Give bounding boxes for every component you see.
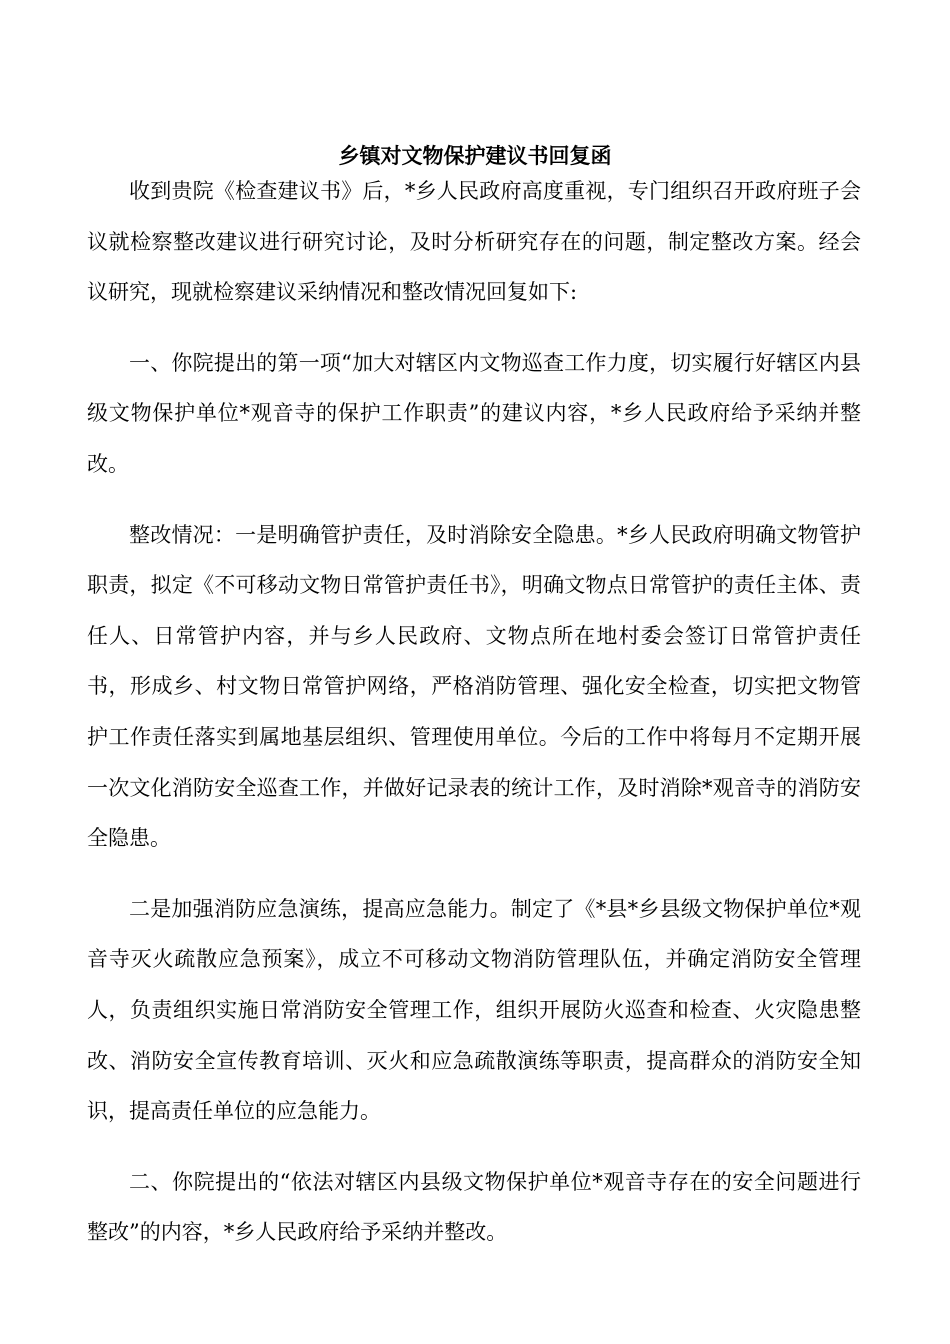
paragraph-intro: 收到贵院《检查建议书》后，*乡人民政府高度重视，专门组织召开政府班子会议就检察整改建议进行研究讨论，及时分析研究存在的问题，制定整改方案。经会议研究，现就检察建议采纳情况和整改情况回复如下: bbox=[87, 179, 861, 305]
paragraph-rectification-one: 整改情况：一是明确管护责任，及时消除安全隐患。*乡人民政府明确文物管护职责，拟定《不可移动文物日常管护责任书》，明确文物点日常管护的责任主体、责任人、日常管护内容，并与乡人民政府、文物点所在地村委会签订日常管护责任书，形成乡、村文物日常管护网络，严格消防管理、强化安全检查，切实把文物管护工作责任落实到属地基层组织、管理使用单位。今后的工作中将每月不定期开展一次文化消防安全巡查工作，并做好记录表的统计工作，及时消除*观音寺的消防安全隐患。 bbox=[87, 522, 861, 851]
document-body bbox=[87, 166, 861, 1278]
paragraph-item-two: 二、你院提出的“依法对辖区内县级文物保护单位*观音寺存在的安全问题进行整改”的内容，*乡人民政府给予采纳并整改。 bbox=[87, 1169, 861, 1245]
document-title: 乡镇对文物保护建议书回复函 bbox=[338, 143, 612, 168]
paragraph-item-one: 一、你院提出的第一项“加大对辖区内文物巡查工作力度，切实履行好辖区内县级文物保护单位*观音寺的保护工作职责”的建议内容，*乡人民政府给予采纳并整改。 bbox=[87, 350, 861, 476]
paragraph-rectification-two: 二是加强消防应急演练，提高应急能力。制定了《*县*乡县级文物保护单位*观音寺灭火疏散应急预案》，成立不可移动文物消防管理队伍，并确定消防安全管理人，负责组织实施日常消防安全管理工作，组织开展防火巡查和检查、火灾隐患整改、消防安全宣传教育培训、灭火和应急疏散演练等职责，提高群众的消防安全知识，提高责任单位的应急能力。 bbox=[87, 896, 861, 1124]
